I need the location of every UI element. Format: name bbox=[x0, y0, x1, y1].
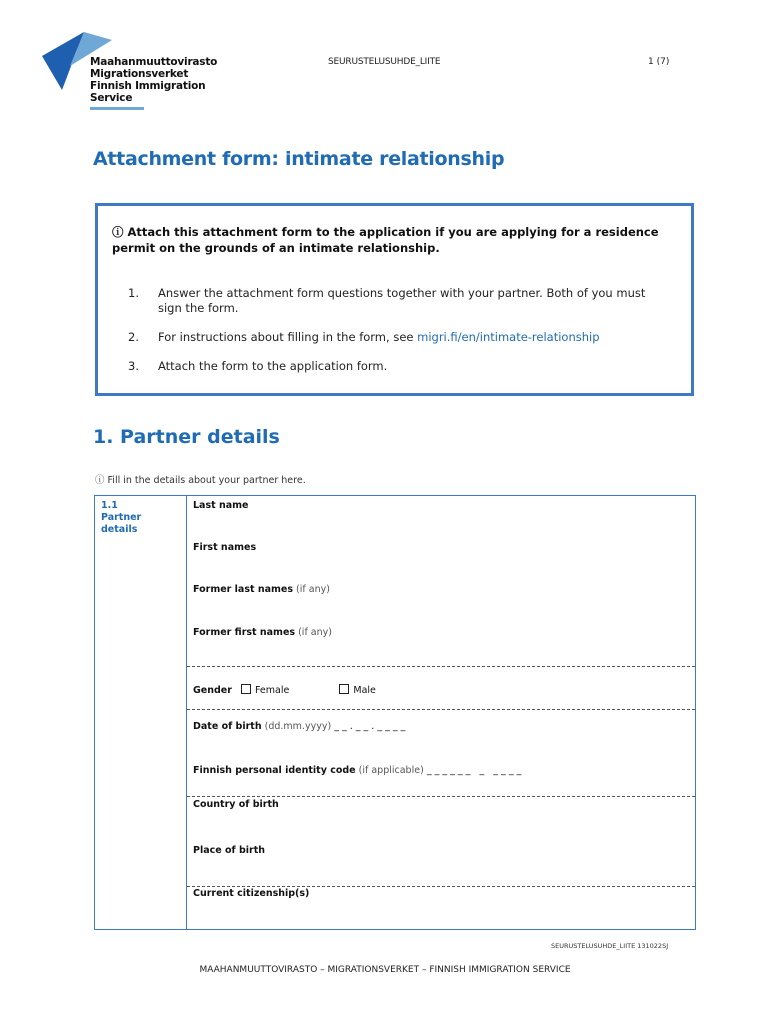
step-number: 3. bbox=[128, 359, 139, 373]
country-of-birth-field[interactable] bbox=[193, 799, 279, 810]
instructions-heading-text: Attach this attachment form to the application if you are applying for a residence permit on the grounds of an intimate relationship. bbox=[112, 225, 659, 255]
header-accent-bar bbox=[90, 107, 144, 110]
agency-name bbox=[90, 56, 250, 104]
gender-field bbox=[193, 684, 376, 696]
info-icon: ⓘ bbox=[95, 475, 108, 486]
current-citizenship-field[interactable] bbox=[193, 888, 309, 899]
female-label: Female bbox=[254, 685, 290, 696]
partner-details-table bbox=[94, 495, 696, 930]
step-text: Answer the attachment form questions together with your partner. Both of you must sign the form. bbox=[158, 286, 646, 315]
page-title: Attachment form: intimate relationship bbox=[93, 148, 505, 170]
info-icon: ⓘ bbox=[112, 225, 128, 239]
agency-name-en: Finnish Immigration Service bbox=[90, 80, 206, 104]
last-name-field[interactable] bbox=[193, 500, 248, 511]
row-label-text: Partner details bbox=[101, 512, 142, 535]
field-label: Last name bbox=[193, 500, 249, 511]
section-hint bbox=[95, 472, 306, 486]
personal-identity-code-field[interactable] bbox=[193, 765, 521, 776]
row-label bbox=[95, 496, 187, 929]
instructions-link[interactable]: migri.fi/en/intimate-relationship bbox=[417, 330, 600, 344]
agency-name-fi: Maahanmuuttovirasto bbox=[90, 56, 218, 68]
list-item bbox=[128, 359, 671, 374]
field-label: Place of birth bbox=[193, 845, 266, 856]
female-checkbox[interactable] bbox=[241, 684, 251, 694]
step-number: 2. bbox=[128, 330, 139, 344]
list-item bbox=[128, 330, 671, 345]
field-label: Gender bbox=[193, 685, 232, 696]
male-checkbox[interactable] bbox=[339, 684, 349, 694]
document-code: SEURUSTELUSUHDE_LIITE bbox=[328, 57, 441, 67]
field-label: First names bbox=[193, 542, 257, 553]
instructions-heading bbox=[112, 224, 677, 256]
field-note: (dd.mm.yyyy) bbox=[264, 721, 332, 732]
row-label-number: 1.1 bbox=[101, 500, 118, 511]
step-text: For instructions about filling in the form, see bbox=[158, 330, 418, 344]
instructions-box bbox=[95, 203, 694, 396]
list-item bbox=[128, 286, 671, 316]
former-first-names-field[interactable] bbox=[193, 627, 332, 638]
divider bbox=[187, 886, 695, 887]
step-number: 1. bbox=[128, 286, 139, 300]
footer-agency: MAAHANMUUTTOVIRASTO – MIGRATIONSVERKET – FINNISH IMMIGRATION SERVICE bbox=[199, 965, 571, 975]
section-hint-text: Fill in the details about your partner here. bbox=[107, 475, 306, 486]
field-label: Country of birth bbox=[193, 799, 279, 810]
field-label: Former first names bbox=[193, 627, 296, 638]
date-of-birth-field[interactable] bbox=[193, 721, 405, 732]
first-names-field[interactable] bbox=[193, 542, 256, 553]
field-label: Current citizenship(s) bbox=[193, 888, 310, 899]
male-label: Male bbox=[353, 685, 376, 696]
field-note: (if any) bbox=[298, 627, 332, 638]
field-label: Date of birth bbox=[193, 721, 262, 732]
divider bbox=[187, 709, 695, 710]
agency-name-sv: Migrationsverket bbox=[90, 68, 189, 80]
field-label: Finnish personal identity code bbox=[193, 765, 356, 776]
code-pattern: _ _ _ _ _ _ _ _ _ _ _ bbox=[426, 765, 522, 776]
step-text: Attach the form to the application form. bbox=[158, 359, 388, 373]
page-number: 1 (7) bbox=[648, 57, 670, 67]
field-label: Former last names bbox=[193, 584, 293, 595]
section-title: 1. Partner details bbox=[93, 426, 280, 448]
place-of-birth-field[interactable] bbox=[193, 845, 265, 856]
divider bbox=[187, 666, 695, 667]
divider bbox=[187, 796, 695, 797]
agency-logo bbox=[40, 30, 250, 104]
footer-document-code: SEURUSTELUSUHDE_LIITE 131022SJ bbox=[551, 942, 669, 950]
former-last-names-field[interactable] bbox=[193, 584, 330, 595]
field-note: (if any) bbox=[296, 584, 330, 595]
field-note: (if applicable) bbox=[358, 765, 424, 776]
instructions-list bbox=[128, 286, 671, 388]
date-pattern: _ _ . _ _ . _ _ _ _ bbox=[334, 721, 406, 732]
